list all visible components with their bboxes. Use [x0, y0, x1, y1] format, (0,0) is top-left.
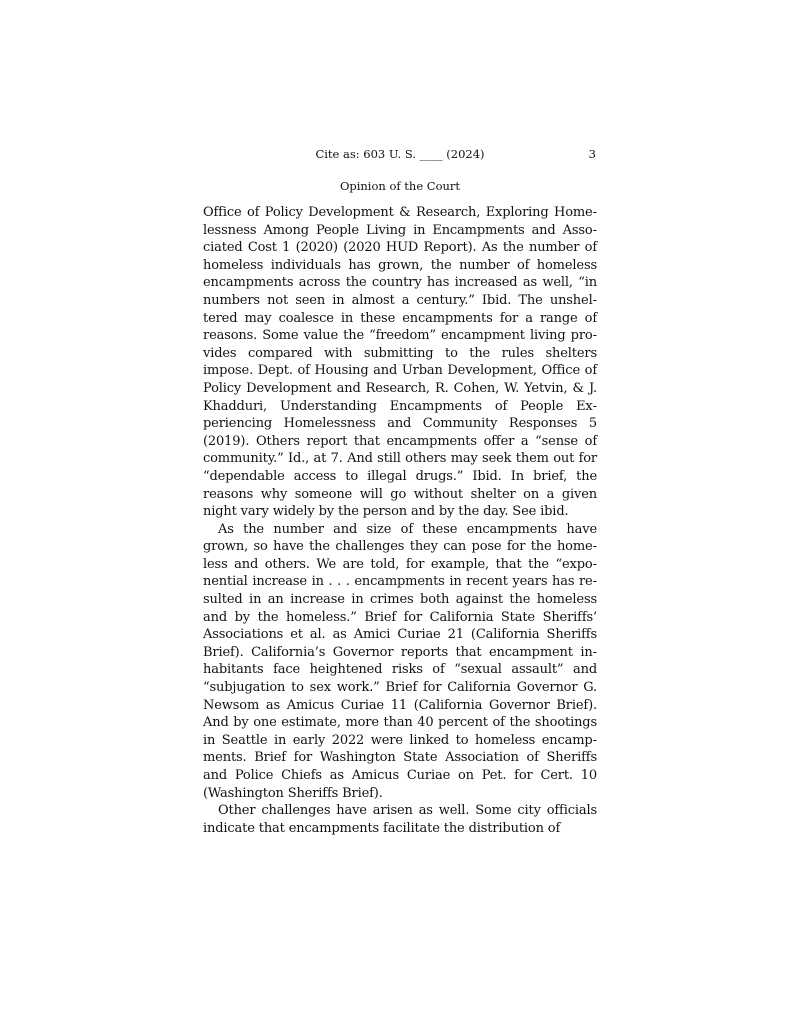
paragraph-3: Other challenges have arisen as well. Some city officials indicate that encampments facilitate the distribution of: [203, 803, 597, 836]
opinion-body: [203, 204, 597, 837]
paragraph-1: Office of Policy Development & Research, Exploring Homelessness Among People Living in Encampments and Associated Cost 1 (2020) (2020 HUD Report). As the number of homeless individuals has grown, the number of homeless encampments across the country has increased as well, “in numbers not seen in almost a century.” Ibid. The unsheltered may coalesce in these encampments for a range of reasons. Some value the “freedom” encampment living provides compared with submitting to the rules shelters impose. Dept. of Housing and Urban Development, Office of Policy Development and Research, R. Cohen, W. Yetvin, & J. Khadduri, Understanding Encampments of People Experiencing Homelessness and Community Responses 5 (2019). Others report that encampments offer a “sense of community.” Id., at 7. And still others may seek them out for “dependable access to illegal drugs.” Ibid. In brief, the reasons why someone will go without shelter on a given night vary widely by the person and by the day. See ibid.: [203, 205, 597, 520]
citation: Cite as: 603 U. S. ____ (2024): [315, 147, 485, 161]
running-header: [203, 147, 597, 165]
paragraph-2: As the number and size of these encampments have grown, so have the challenges they can pose for the homeless and others. We are told, for example, that the “exponential increase in . . . encampments in recent years has resulted in an increase in crimes both against the homeless and by the homeless.” Brief for California State Sheriffs’ Associations et al. as Amici Curiae 21 (California Sheriffs Brief). California’s Governor reports that encampment inhabitants face heightened risks of “sexual assault” and “subjugation to sex work.” Brief for California Governor G. Newsom as Amicus Curiae 11 (California Governor Brief). And by one estimate, more than 40 percent of the shootings in Seattle in early 2022 were linked to homeless encampments. Brief for Washington State Association of Sheriffs and Police Chiefs as Amicus Curiae on Pet. for Cert. 10 (Washington Sheriffs Brief).: [203, 521, 597, 801]
page-number: 3: [588, 147, 596, 161]
section-title: Opinion of the Court: [339, 179, 461, 193]
